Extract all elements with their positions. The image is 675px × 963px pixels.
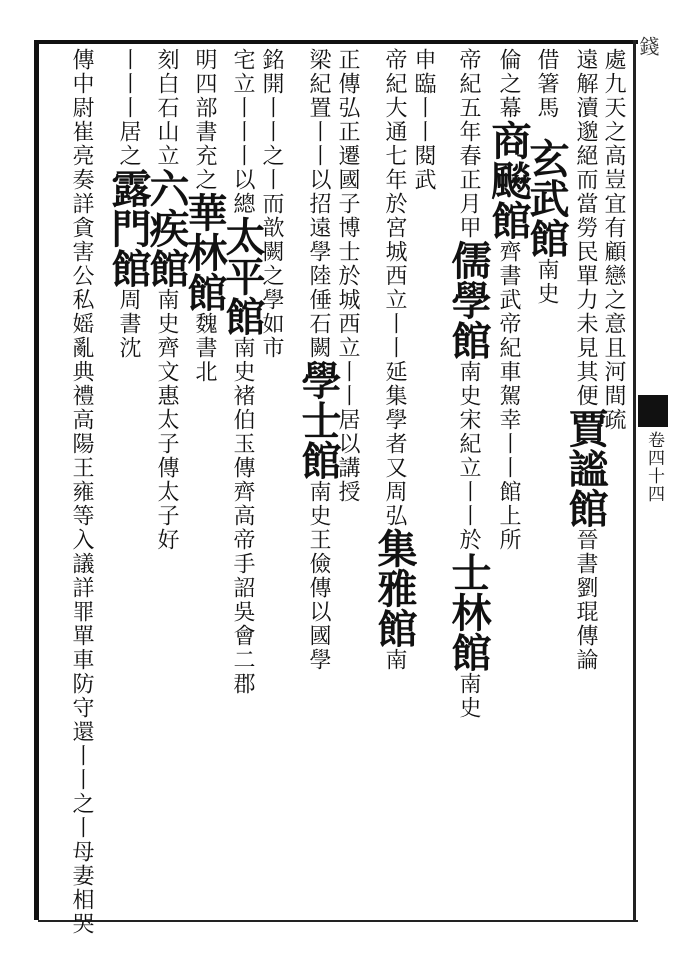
text-column-15 xyxy=(68,48,94,936)
column-5-text: 帝紀五年春正月甲 xyxy=(456,48,481,240)
column-11-text-b: 南史褚伯玉傳齊高帝手詔吳會二郡 xyxy=(230,336,255,696)
column-14-text: 丨丨丨居之 xyxy=(116,48,141,168)
text-column-5 xyxy=(446,48,490,720)
text-column-4 xyxy=(486,48,530,552)
frame-left-border xyxy=(34,40,39,920)
column-2-text-b: 晉書劉琨傳論 xyxy=(573,528,598,672)
column-11-text: 宅立丨丨丨以總 xyxy=(230,48,255,216)
heading-xueshi-guan: 學士館 xyxy=(295,360,342,480)
column-15-text: 傳中尉崔亮奏詳貪害公私媱亂典禮高陽王雍等入議詳罪單車防守還丨丨之丨母妻相哭 xyxy=(69,48,94,936)
text-column-11 xyxy=(220,48,264,696)
column-6-text: 申臨丨丨閱武 xyxy=(411,48,436,192)
column-12-text: 明四部書充之 xyxy=(192,48,217,192)
heading-jiayi-guan: 賈謐館 xyxy=(562,408,609,528)
column-13-text: 刻白石山立 xyxy=(154,48,179,168)
column-3-text-b: 南史 xyxy=(534,258,559,306)
column-7-text: 帝紀大通七年於宮城西立丨丨延集學者又周弘 xyxy=(382,48,407,528)
heading-xuanwu-guan: 玄武館 xyxy=(523,138,570,258)
column-4-text-b: 齊書武帝紀車駕幸丨丨館上所 xyxy=(496,240,521,552)
header-corner-text: 錢 xyxy=(636,36,660,56)
column-10-text: 銘開丨丨之丨而歆闕之學如市 xyxy=(259,48,284,360)
margin-fishtail-block xyxy=(638,395,668,427)
heading-shilin-guan: 士林館 xyxy=(445,552,492,672)
column-7-text-b: 南 xyxy=(382,648,407,672)
heading-shangfei-guan: 商飈館 xyxy=(485,120,532,240)
column-12-text-b: 魏書北 xyxy=(192,312,217,384)
heading-lumen-guan: 露門館 xyxy=(105,168,152,288)
column-14-text-b: 周書沈 xyxy=(116,288,141,360)
frame-bottom-border xyxy=(38,920,638,922)
column-9-text-b: 南史王儉傳以國學 xyxy=(306,480,331,672)
column-5-text-b: 南史宋紀立丨丨於 xyxy=(456,360,481,552)
frame-right-border xyxy=(633,40,636,920)
text-column-9 xyxy=(296,48,340,672)
column-8-text: 正傳弘正遷國子博士於城西立丨丨居以講授 xyxy=(335,48,360,504)
column-3-text: 借箸馬 xyxy=(534,48,559,120)
column-1-text: 處九天之高豈宜有顧戀之意且河間疏 xyxy=(601,48,626,432)
column-9-text: 梁紀置丨丨以招遠學陸倕石闕 xyxy=(306,48,331,360)
heading-hualin-guan: 華林館 xyxy=(181,192,228,312)
volume-number: 卷四十四 xyxy=(644,431,664,503)
text-column-14 xyxy=(106,48,150,360)
heading-ruxue-guan: 儒學館 xyxy=(445,240,492,360)
heading-taiping-guan: 太平館 xyxy=(219,216,266,336)
heading-jiya-guan: 集雅館 xyxy=(371,528,418,648)
column-2-text: 遠解瀆邈絕而當勞民單力未見其便 xyxy=(573,48,598,408)
column-5-text-c: 南史 xyxy=(456,672,481,720)
margin-label xyxy=(638,395,668,505)
column-13-text-b: 南史齊文惠太子傳太子好 xyxy=(154,288,179,552)
text-column-13 xyxy=(144,48,188,552)
frame-top-border xyxy=(38,40,638,44)
text-column-7 xyxy=(372,48,416,672)
column-4-text: 倫之幕 xyxy=(496,48,521,120)
heading-liuji-guan: 六疾館 xyxy=(143,168,190,288)
